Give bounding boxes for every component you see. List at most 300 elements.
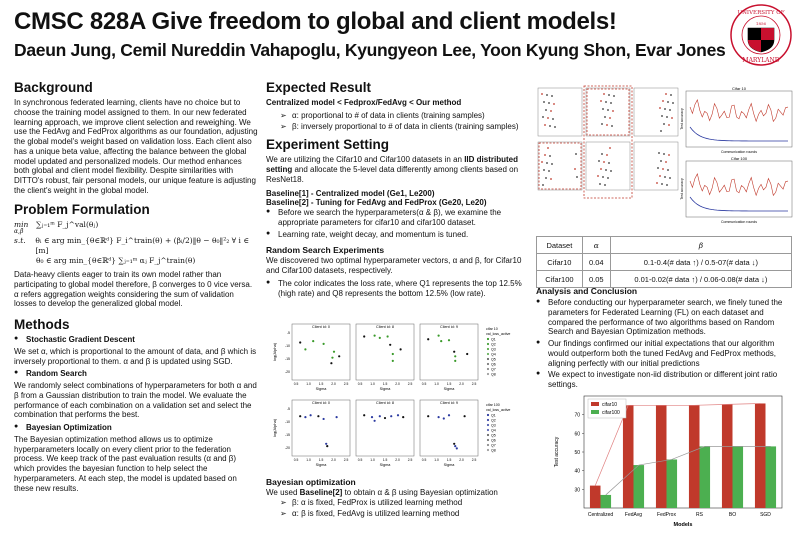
- bar-cifar10: [623, 405, 634, 508]
- scatter-x-tick: 2.5: [343, 382, 349, 386]
- mini-point: [610, 102, 612, 104]
- table-cell: 0.05: [582, 271, 610, 288]
- scatter-point: [440, 340, 442, 342]
- mini-point: [548, 102, 550, 104]
- logo-top-text: UNIVERSITY OF: [737, 10, 785, 16]
- scatter-panel-title: Client id: 9: [440, 325, 458, 329]
- scatter-x-tick: 2.5: [407, 382, 413, 386]
- mini-point: [552, 118, 554, 120]
- scatter-x-tick: 0.5: [293, 458, 299, 462]
- table-cell: Cifar100: [537, 271, 583, 288]
- scatter-x-tick: 0.5: [357, 382, 363, 386]
- scatter-point: [427, 338, 429, 340]
- mini-point: [576, 176, 578, 178]
- analysis-section: [536, 286, 794, 392]
- mini-point: [613, 95, 615, 97]
- scatter-point: [374, 420, 376, 422]
- bayesian-heading: Bayesian optimization: [266, 477, 356, 487]
- problem-heading: Problem Formulation: [14, 201, 150, 217]
- mini-point: [659, 107, 661, 109]
- poster-authors: Daeun Jung, Cemil Nureddin Vahapoglu, Kyungyeon Lee, Yoon Kyung Shon, Evar Jones: [14, 40, 726, 60]
- bar-cifar10: [689, 405, 700, 508]
- mini-point: [545, 177, 547, 179]
- scatter-x-label: Sigma: [315, 463, 327, 467]
- mini-point: [544, 124, 546, 126]
- mini-point: [601, 123, 603, 125]
- scatter-legend-marker: [487, 343, 489, 345]
- method-sgd-text: We set α, which is proportional to the amount of data, and β which is inversely proportional to them. α and β is updated using SGD.: [14, 346, 257, 366]
- bayesian-item: ➢ α: β is fixed, FedAvg is utilized learning method: [280, 509, 524, 519]
- legend: [588, 399, 626, 418]
- bayesian-item: ➢ β: α is fixed, FedProx is utilized learning method: [280, 498, 524, 508]
- mini-point: [663, 123, 665, 125]
- mini-point: [604, 184, 606, 186]
- legend-label: cifar100: [602, 410, 620, 416]
- scatter-legend-marker: [487, 444, 489, 446]
- scatter-point: [400, 348, 402, 350]
- x-tick-label: Centralized: [587, 512, 614, 518]
- mini-point: [602, 108, 604, 110]
- mini-point: [550, 178, 552, 180]
- scatter-panel-title: Client id: 8: [376, 325, 394, 329]
- legend-swatch: [591, 410, 599, 414]
- scatter-legend-label: Q7: [491, 443, 496, 448]
- scatter-legend-marker: [487, 363, 489, 365]
- y-tick-label: 30: [574, 487, 580, 494]
- x-tick-label: SGD: [760, 512, 771, 518]
- baseline-2: Baseline[2] - Tuning for FedAvg and FedProx (Ge20, Le20): [266, 198, 487, 208]
- random-search-bullet: ● The color indicates the loss rate, where Q1 represents the top 12.5% (high rate) and Q8 represents the bottom 12.5% (low rate).: [266, 279, 524, 299]
- line-chart-ylabel: Test accuracy: [680, 178, 684, 200]
- bar-cifar100: [667, 459, 678, 508]
- mini-point: [554, 126, 556, 128]
- scatter-legend-marker: [487, 368, 489, 370]
- scatter-point: [448, 339, 450, 341]
- scatter-x-tick: 1.5: [382, 458, 388, 462]
- scatter-point: [454, 445, 456, 447]
- expected-heading: Expected Result: [266, 80, 372, 95]
- scatter-x-tick: 1.5: [446, 382, 452, 386]
- method-rs-title: ● Random Search: [14, 369, 258, 379]
- mini-point: [605, 101, 607, 103]
- scatter-legend-label: Q8: [491, 448, 496, 453]
- mini-panel: [634, 142, 678, 190]
- bar-cifar100: [634, 465, 645, 508]
- training-curves-figure: [534, 84, 796, 230]
- experiment-heading: Experiment Setting: [266, 137, 390, 153]
- mini-point: [666, 116, 668, 118]
- mini-point: [605, 169, 607, 171]
- analysis-heading: Analysis and Conclusion: [536, 286, 638, 296]
- scatter-panel: [356, 324, 414, 380]
- mini-point: [547, 147, 549, 149]
- mini-point: [600, 100, 602, 102]
- mini-point: [662, 168, 664, 170]
- mini-point: [660, 130, 662, 132]
- mini-point: [661, 183, 663, 185]
- mini-point: [670, 94, 672, 96]
- scatter-point: [325, 443, 327, 445]
- scatter-point: [326, 445, 328, 447]
- mini-point: [548, 170, 550, 172]
- logo-bottom-text: MARYLAND: [742, 57, 780, 64]
- scatter-y-tick: -5: [286, 331, 290, 335]
- problem-math: min ∑ⱼ₌₁ᵐ F_j^val(θⱼ) α,β s.t. θᵢ ∈ arg min_{θ∈ℝᵈ} F_i^train(θ) + (βᵢ/2)‖θ − θ₀‖²₂ ∀ i ∈ [m] θ₀ ∈ arg min_{θ∈ℝᵈ} ∑ⱼ₌₁ᵐ αⱼ F_j^train(θ): [14, 219, 249, 265]
- mini-point: [542, 184, 544, 186]
- scatter-point: [387, 335, 389, 337]
- scatter-point: [299, 341, 301, 343]
- table-header: Dataset: [537, 237, 583, 254]
- table-row: [537, 254, 792, 271]
- mini-point: [665, 161, 667, 163]
- scatter-legend-marker: [487, 434, 489, 436]
- scatter-x-label: Sigma: [379, 463, 391, 467]
- mini-point: [574, 168, 576, 170]
- mini-point: [602, 176, 604, 178]
- mini-point: [659, 175, 661, 177]
- mini-point: [657, 167, 659, 169]
- scatter-x-tick: 2.5: [343, 458, 349, 462]
- scatter-legend-marker: [487, 424, 489, 426]
- bar-cifar100: [700, 446, 711, 508]
- line-chart-ylabel: Test accuracy: [680, 108, 684, 130]
- scatter-x-tick: 0.5: [421, 458, 427, 462]
- scatter-legend-title: cifar 100: [486, 403, 500, 407]
- scatter-x-tick: 2.0: [459, 458, 464, 462]
- scatter-y-tick: -10: [284, 420, 290, 424]
- scatter-x-label: Sigma: [443, 463, 455, 467]
- scatter-x-label: Sigma: [443, 387, 455, 391]
- scatter-x-label: Sigma: [315, 387, 327, 391]
- scatter-x-tick: 2.0: [459, 382, 464, 386]
- mini-point: [549, 155, 551, 157]
- mini-point: [669, 109, 671, 111]
- random-search-scatter-figure: [270, 318, 522, 470]
- experiment-bullet: ● Learning rate, weight decay, and momentum is tuned.: [266, 230, 524, 240]
- scatter-y-label: log(Alpha): [272, 418, 277, 438]
- scatter-point: [371, 416, 373, 418]
- scatter-legend-label: Q3: [491, 347, 496, 352]
- mini-point: [669, 177, 671, 179]
- scatter-x-tick: 1.0: [434, 458, 439, 462]
- scatter-x-tick: 1.5: [318, 458, 324, 462]
- mini-point: [543, 101, 545, 103]
- scatter-point: [330, 362, 332, 364]
- mini-point: [553, 103, 555, 105]
- bar-cifar100: [766, 446, 777, 508]
- scatter-x-tick: 0.5: [421, 382, 427, 386]
- y-tick-label: 50: [574, 450, 580, 456]
- scatter-y-tick: -10: [284, 344, 290, 348]
- bar-cifar10: [755, 403, 766, 508]
- mini-point: [551, 95, 553, 97]
- mini-point: [609, 147, 611, 149]
- scatter-point: [448, 414, 450, 416]
- scatter-x-tick: 1.0: [370, 458, 375, 462]
- bar-cifar100: [733, 446, 744, 508]
- scatter-legend-marker: [487, 419, 489, 421]
- scatter-point: [338, 355, 340, 357]
- mini-point: [667, 101, 669, 103]
- scatter-x-tick: 2.5: [471, 458, 477, 462]
- method-bo-title: ● Bayesian Optimization: [14, 423, 258, 433]
- method-rs-text: We randomly select combinations of hyperparameters for both α and β from a Gaussian distribution to train the model. We evaluate the performance of each combination on a validation set and select the combination that performs the best.: [14, 381, 257, 420]
- hyperparameter-table: [536, 236, 792, 288]
- scatter-legend-label: Q5: [491, 357, 496, 362]
- scatter-legend-label: Q5: [491, 433, 496, 438]
- line-chart-title: Cifar 100: [730, 156, 748, 161]
- random-search-text: We discovered two optimal hyperparameter vectors, α and β, for Cifar10 and Cifar100 datasets, respectively.: [266, 256, 522, 275]
- scatter-point: [453, 351, 455, 353]
- scatter-x-tick: 1.5: [382, 382, 388, 386]
- mini-point: [668, 154, 670, 156]
- mini-point: [545, 109, 547, 111]
- scatter-x-tick: 1.0: [306, 458, 311, 462]
- mini-panel: [586, 88, 630, 136]
- scatter-x-tick: 1.0: [306, 382, 311, 386]
- mini-point: [543, 169, 545, 171]
- x-tick-label: RS: [696, 512, 703, 518]
- scatter-point: [397, 414, 399, 416]
- table-header: β: [610, 237, 791, 254]
- mini-point: [671, 117, 673, 119]
- scatter-point: [392, 360, 394, 362]
- scatter-legend-label: Q4: [491, 352, 496, 357]
- table-header-row: [537, 237, 792, 254]
- scatter-y-tick: -15: [284, 357, 290, 361]
- scatter-legend-label: Q7: [491, 367, 496, 372]
- scatter-legend-marker: [487, 449, 489, 451]
- mini-point: [598, 160, 600, 162]
- scatter-panel-title: Client id: 0: [312, 325, 330, 329]
- scatter-point: [453, 443, 455, 445]
- line-chart-frame: [686, 161, 792, 217]
- background-heading: Background: [14, 80, 93, 95]
- legend-label: cifar10: [602, 402, 618, 408]
- mini-point: [660, 160, 662, 162]
- scatter-legend-title: val_loss_active: [486, 408, 511, 412]
- column-middle: [266, 80, 524, 300]
- line-chart-xlabel: Communication rounds: [721, 150, 757, 154]
- mini-point: [611, 125, 613, 127]
- scatter-point: [363, 414, 365, 416]
- expected-item: ➢ α: proportional to # of data in clients (training samples): [280, 111, 524, 121]
- scatter-x-tick: 0.5: [293, 382, 299, 386]
- scatter-point: [438, 335, 440, 337]
- scatter-x-label: Sigma: [379, 387, 391, 391]
- scatter-panel: [292, 324, 350, 380]
- mini-point: [603, 93, 605, 95]
- scatter-point: [363, 335, 365, 337]
- scatter-legend-label: Q2: [491, 342, 496, 347]
- mini-point: [546, 94, 548, 96]
- background-text: In synchronous federated learning, clients have no choice but to choose the training model assigned to them. In our new federated learning approach, we improve client selection and reweighing. We use the FedAvg and FedProx algorithms as our foundation, adjusting the global model's weight based on validation loss. Each client also has a unique beta value, affecting the balance between the global model updated and personalized models. Our method enhances both global and client model flexibility. Despite similarities with DITTO's robust, fair personal models, our unique feature is adjusting the client's weight in the global model.: [14, 98, 258, 195]
- scatter-legend-title: val_loss_active: [486, 332, 511, 336]
- scatter-x-tick: 1.5: [446, 458, 452, 462]
- table-cell: 0.1-0.4(# data ↑) / 0.5-07(# data ↓): [610, 254, 791, 271]
- experiment-text: We are utilizing the Cifar10 and Cifar100 datasets in an IID distributed setting and allocate the 5-level data differently among clients based on ResNet18.: [266, 155, 519, 184]
- scatter-legend-marker: [487, 338, 489, 340]
- scatter-x-tick: 2.0: [395, 458, 400, 462]
- scatter-point: [323, 418, 325, 420]
- scatter-x-tick: 2.5: [471, 382, 477, 386]
- scatter-y-tick: -15: [284, 433, 290, 437]
- scatter-x-tick: 2.0: [395, 382, 400, 386]
- x-tick-label: FedAvg: [624, 512, 643, 518]
- mini-point: [658, 152, 660, 154]
- scatter-y-tick: -5: [286, 407, 290, 411]
- mini-point: [665, 93, 667, 95]
- mini-panel: [586, 142, 630, 190]
- y-axis-label: Test accuracy: [554, 436, 560, 468]
- mini-panel: [538, 88, 582, 136]
- scatter-legend-label: Q6: [491, 362, 496, 367]
- y-tick-label: 40: [574, 468, 580, 475]
- mini-point: [599, 183, 601, 185]
- scatter-point: [438, 416, 440, 418]
- scatter-legend-marker: [487, 353, 489, 355]
- bayesian-section: [266, 477, 524, 519]
- method-bo-text: The Bayesian optimization method allows us to optimize hyperparameters locally on every client prior to the federation process. We keep track of the past evaluation results (α and β) which provides the bayesian function to help select the hyperparameters. At each step, the model is updated based on these new results.: [14, 434, 237, 493]
- bar-cifar100: [601, 495, 612, 508]
- scatter-y-tick: -20: [284, 446, 290, 450]
- scatter-point: [331, 357, 333, 359]
- mini-point: [546, 162, 548, 164]
- scatter-legend-marker: [487, 429, 489, 431]
- accuracy-bar-chart: [550, 388, 790, 528]
- scatter-legend-marker: [487, 414, 489, 416]
- mini-point: [608, 94, 610, 96]
- scatter-point: [304, 348, 306, 350]
- mini-point: [666, 184, 668, 186]
- y-tick-label: 60: [574, 431, 580, 438]
- scatter-point: [317, 415, 319, 417]
- mini-point: [606, 124, 608, 126]
- mini-point: [610, 170, 612, 172]
- scatter-legend-label: Q4: [491, 428, 496, 433]
- table-cell: Cifar10: [537, 254, 583, 271]
- mini-point: [668, 124, 670, 126]
- mini-point: [662, 100, 664, 102]
- scatter-x-tick: 1.0: [370, 382, 375, 386]
- line-chart-title: Cifar 10: [731, 86, 747, 91]
- bar-cifar10: [590, 486, 601, 508]
- mini-point: [604, 116, 606, 118]
- mini-point: [575, 153, 577, 155]
- scatter-x-tick: 2.0: [331, 382, 336, 386]
- mini-point: [656, 182, 658, 184]
- scatter-panel: [420, 324, 478, 380]
- scatter-point: [392, 353, 394, 355]
- expected-line: Centralized model < Fedprox/FedAvg < Our method: [266, 98, 462, 107]
- mini-point: [541, 161, 543, 163]
- scatter-point: [390, 415, 392, 417]
- scatter-legend-marker: [487, 348, 489, 350]
- methods-heading: Methods: [14, 317, 70, 333]
- scatter-point: [310, 414, 312, 416]
- column-left: [14, 80, 258, 496]
- mini-point: [541, 93, 543, 95]
- scatter-panel-title: Client id: 9: [440, 401, 458, 405]
- scatter-point: [304, 416, 306, 418]
- table-cell: 0.01-0.02(# data ↑) / 0.06-0.08(# data ↓): [610, 271, 791, 288]
- mini-point: [547, 117, 549, 119]
- method-sgd-title: ● Stochastic Gradient Descent: [14, 335, 258, 345]
- scatter-legend-label: Q1: [491, 413, 496, 418]
- x-axis-label: Models: [673, 522, 693, 528]
- y-tick-label: 70: [574, 412, 580, 419]
- scatter-legend-label: Q2: [491, 418, 496, 423]
- analysis-bullet: ● We expect to investigate non-iid distribution or different joint ratio settings.: [536, 370, 794, 390]
- scatter-point: [456, 447, 458, 449]
- scatter-point: [402, 416, 404, 418]
- scatter-point: [379, 415, 381, 417]
- scatter-point: [389, 344, 391, 346]
- table-header: α: [582, 237, 610, 254]
- scatter-point: [454, 360, 456, 362]
- mini-point: [550, 110, 552, 112]
- random-search-heading: Random Search Experiments: [266, 245, 385, 256]
- scatter-x-tick: 0.5: [357, 458, 363, 462]
- legend-swatch: [591, 402, 599, 406]
- poster-title: CMSC 828A Give freedom to global and client models!: [14, 8, 617, 35]
- scatter-point: [323, 343, 325, 345]
- mini-point: [597, 175, 599, 177]
- scatter-legend-label: Q3: [491, 423, 496, 428]
- university-seal-icon: [730, 4, 792, 66]
- mini-point: [600, 168, 602, 170]
- line-chart-xlabel: Communication rounds: [721, 220, 757, 224]
- scatter-point: [464, 415, 466, 417]
- scatter-y-tick: -20: [284, 370, 290, 374]
- scatter-point: [466, 353, 468, 355]
- mini-point: [603, 161, 605, 163]
- mini-point: [544, 154, 546, 156]
- mini-point: [612, 110, 614, 112]
- mini-point: [609, 117, 611, 119]
- bar-cifar10: [656, 405, 667, 508]
- scatter-point: [384, 417, 386, 419]
- mini-point: [672, 102, 674, 104]
- experiment-bullet: ● Before we search the hyperparameters(α & β), we examine the appropriate parameters for cifar10 and cifar100 dataset.: [266, 208, 524, 228]
- analysis-bullet: ● Our findings confirmed our initial expectations that our algorithm would outperform both the tuned FedAvg and FedProx methods, aligning perfectly with our initial predictions: [536, 339, 794, 368]
- mini-point: [601, 153, 603, 155]
- scatter-panel: [420, 400, 478, 456]
- table-cell: 0.04: [582, 254, 610, 271]
- scatter-y-label: log(Alpha): [272, 342, 277, 362]
- scatter-panel-title: Client id: 8: [376, 401, 394, 405]
- bayesian-text: We used Baseline[2] to obtain α & β using Bayesian optimization: [266, 488, 498, 497]
- logo-year: 1856: [755, 21, 767, 26]
- scatter-point: [443, 417, 445, 419]
- mini-point: [551, 163, 553, 165]
- scatter-point: [454, 355, 456, 357]
- baseline-1: Baseline[1] - Centralized model (Ge1, Le200): [266, 188, 435, 198]
- x-tick-label: BO: [728, 512, 737, 518]
- scatter-panel-title: Client id: 0: [312, 401, 330, 405]
- mini-point: [607, 177, 609, 179]
- mini-point: [606, 154, 608, 156]
- scatter-x-tick: 1.0: [434, 382, 439, 386]
- scatter-legend-title: cifar 10: [486, 327, 498, 331]
- mini-panel: [538, 142, 582, 190]
- scatter-x-tick: 2.0: [331, 458, 336, 462]
- mini-point: [607, 109, 609, 111]
- scatter-x-tick: 2.5: [407, 458, 413, 462]
- mini-point: [663, 153, 665, 155]
- scatter-legend-label: Q6: [491, 438, 496, 443]
- expected-item: ➢ β: inversely proportional to # of data in clients (training samples): [280, 122, 524, 132]
